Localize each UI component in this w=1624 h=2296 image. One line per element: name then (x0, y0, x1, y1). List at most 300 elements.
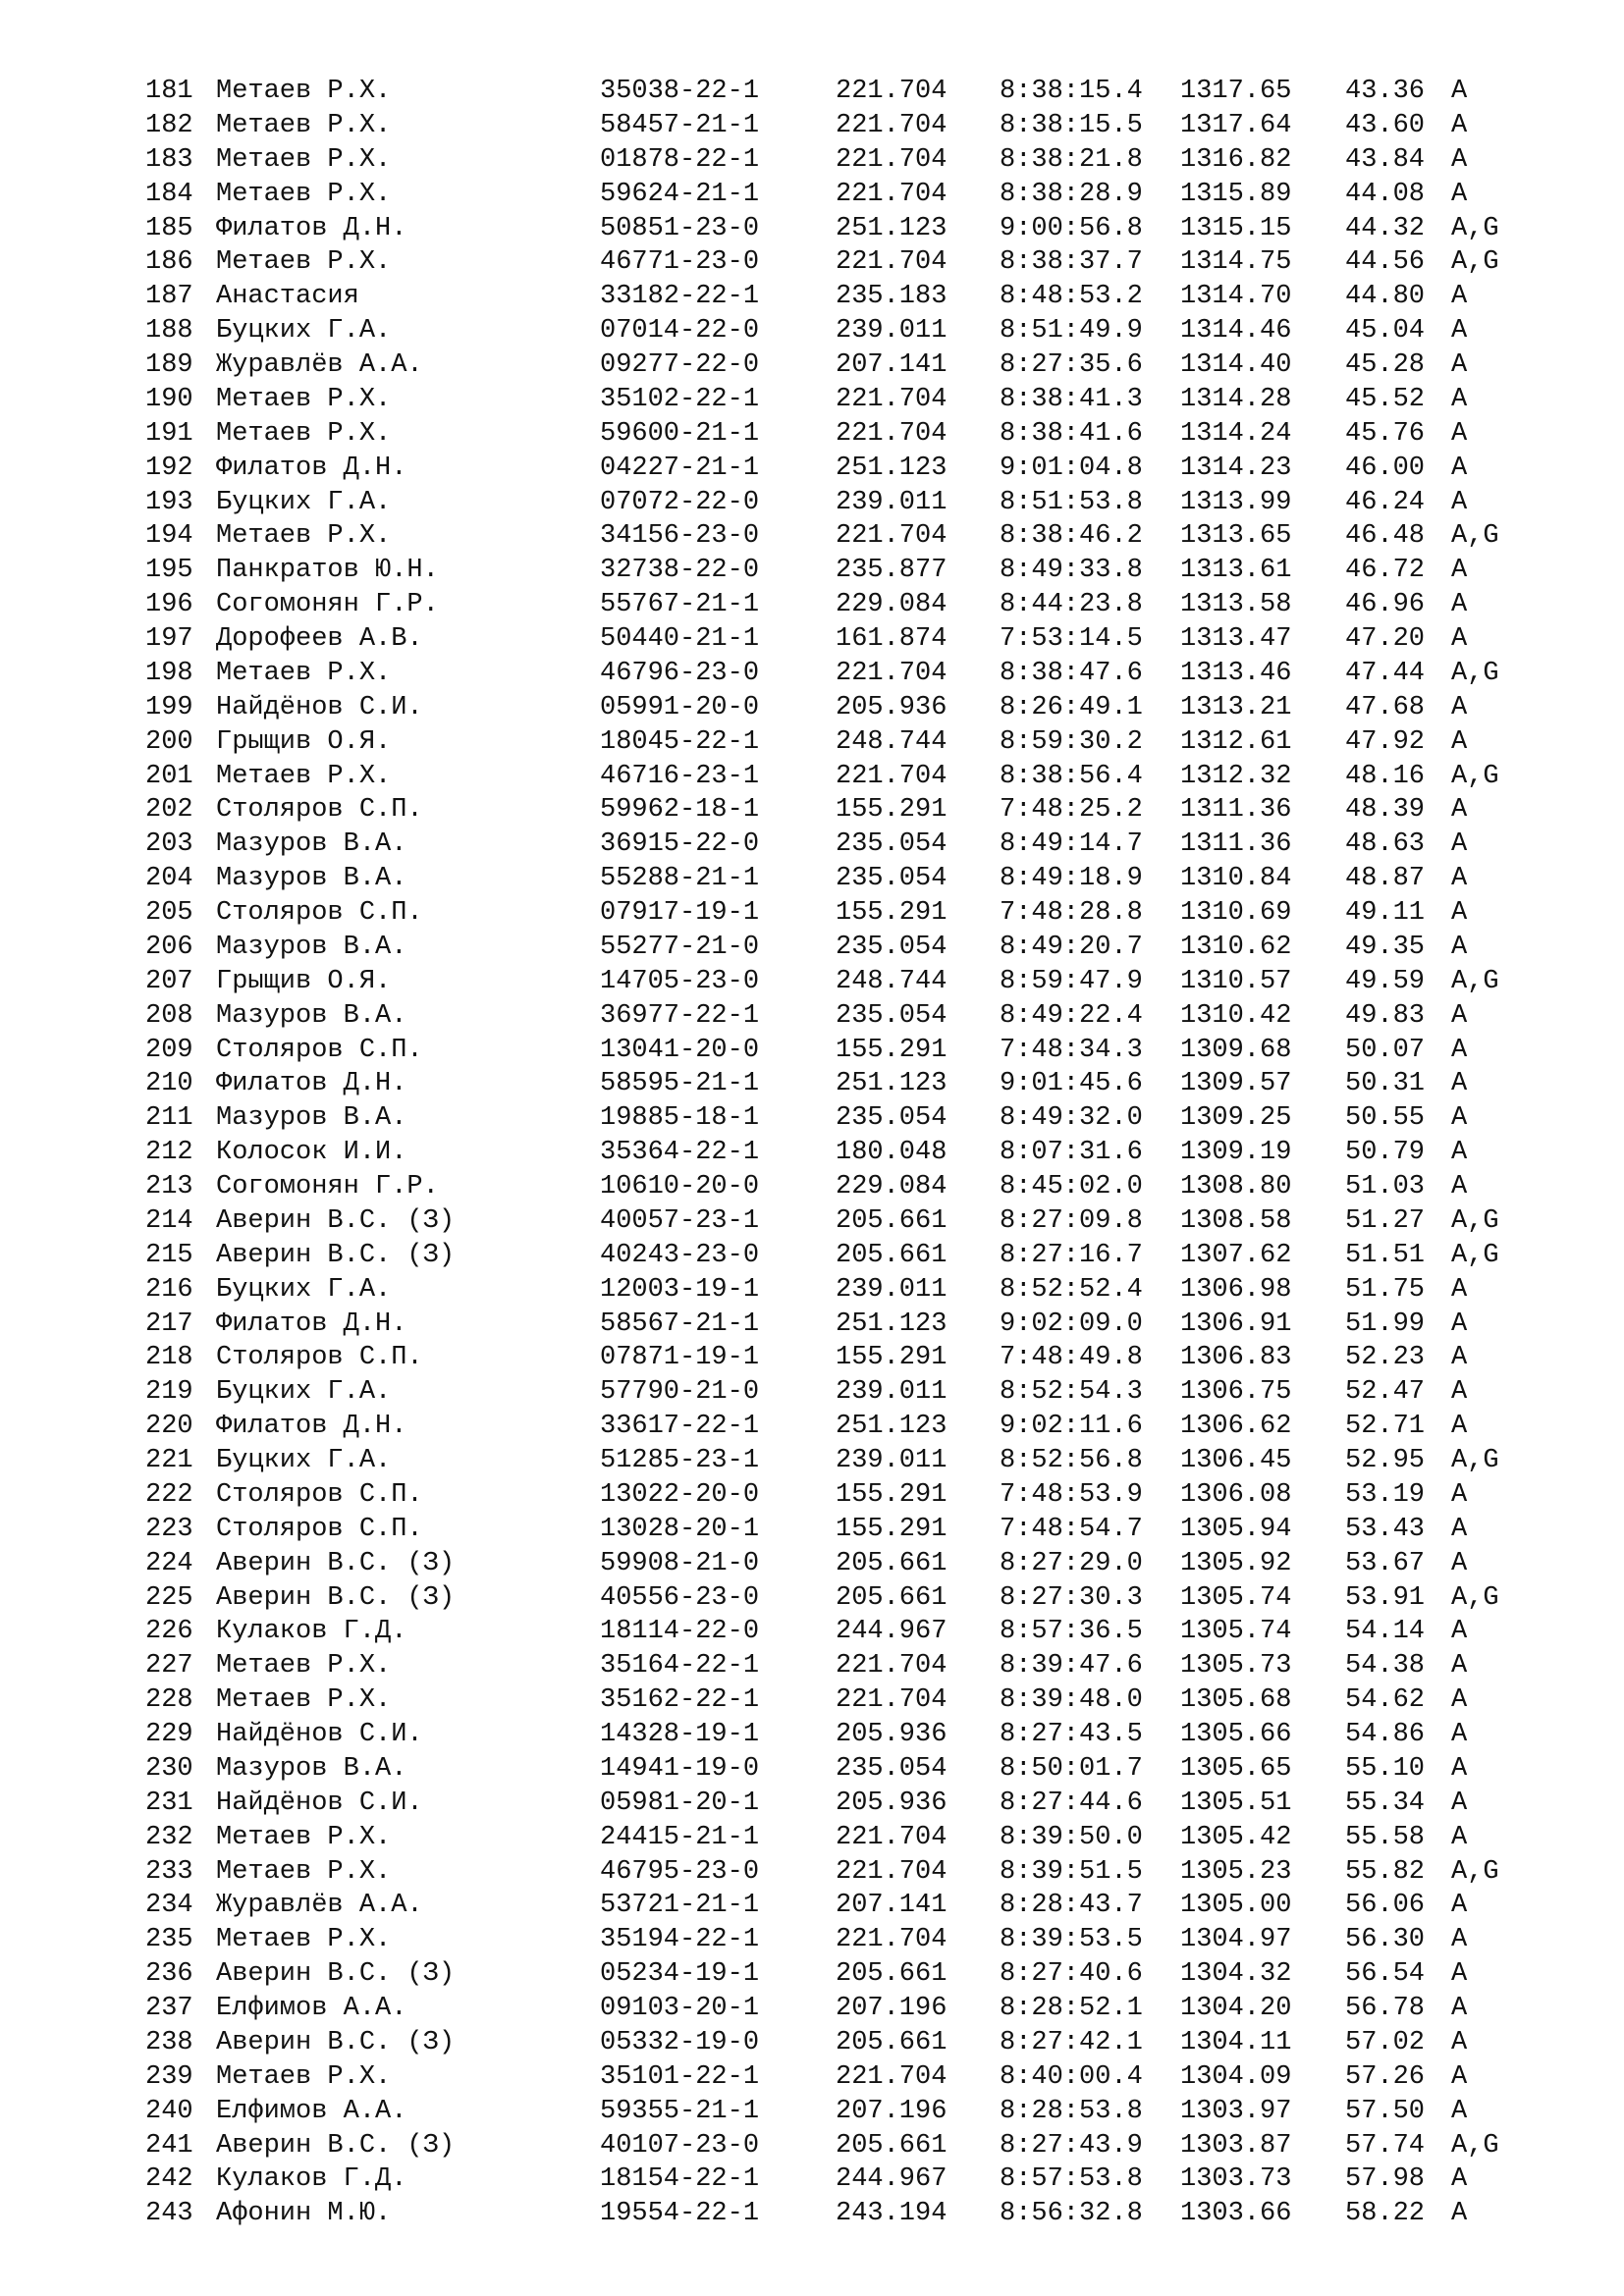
speed-cell: 1313.58 (1180, 590, 1292, 620)
distance-cell: 205.936 (836, 1720, 947, 1749)
table-row (145, 965, 1520, 999)
arrival-time-cell: 8:27:42.1 (1000, 2027, 1143, 2057)
category-flags-cell: A (1451, 556, 1468, 586)
category-flags-cell: A (1451, 726, 1468, 757)
arrival-time-cell: 8:27:16.7 (1000, 1240, 1143, 1270)
fancier-name-cell: Аверин В.С. (З) (216, 1582, 456, 1613)
category-flags-cell: A (1451, 2199, 1468, 2229)
coefficient-cell: 57.26 (1345, 2061, 1426, 2092)
ring-number-cell: 50851-23-0 (600, 213, 760, 243)
distance-cell: 221.704 (836, 1685, 947, 1716)
category-flags-cell: A (1451, 418, 1468, 449)
arrival-time-cell: 8:27:44.6 (1000, 1788, 1143, 1818)
ring-number-cell: 58457-21-1 (600, 110, 760, 140)
arrival-time-cell: 8:49:20.7 (1000, 932, 1143, 962)
arrival-time-cell: 8:56:32.8 (1000, 2199, 1143, 2229)
speed-cell: 1312.61 (1180, 726, 1292, 757)
speed-cell: 1310.57 (1180, 966, 1292, 996)
place-cell: 237 (145, 1994, 193, 2023)
arrival-time-cell: 7:48:28.8 (1000, 898, 1143, 928)
place-cell: 236 (145, 1959, 193, 1990)
place-cell: 205 (145, 898, 193, 928)
table-row (145, 417, 1520, 452)
fancier-name-cell: Метаев Р.Х. (216, 1856, 392, 1887)
coefficient-cell: 55.58 (1345, 1822, 1426, 1852)
coefficient-cell: 47.68 (1345, 692, 1426, 722)
table-row (145, 1718, 1520, 1752)
fancier-name-cell: Буцких Г.А. (216, 316, 392, 347)
ring-number-cell: 35038-22-1 (600, 77, 760, 106)
table-row (145, 1239, 1520, 1273)
fancier-name-cell: Филатов Д.Н. (216, 213, 407, 243)
category-flags-cell: A (1451, 144, 1468, 175)
speed-cell: 1306.75 (1180, 1377, 1292, 1408)
table-row (145, 1341, 1520, 1375)
ring-number-cell: 55277-21-0 (600, 932, 760, 962)
fancier-name-cell: Елфимов А.А. (216, 2096, 407, 2126)
ring-number-cell: 18154-22-1 (600, 2164, 760, 2195)
place-cell: 227 (145, 1651, 193, 1682)
place-cell: 189 (145, 350, 193, 380)
category-flags-cell: A (1451, 316, 1468, 347)
speed-cell: 1308.80 (1180, 1172, 1292, 1201)
coefficient-cell: 44.56 (1345, 247, 1426, 278)
table-row (145, 1136, 1520, 1170)
ring-number-cell: 14705-23-0 (600, 966, 760, 996)
coefficient-cell: 44.32 (1345, 213, 1426, 243)
fancier-name-cell: Найдёнов С.И. (216, 692, 423, 722)
category-flags-cell: A (1451, 692, 1468, 722)
ring-number-cell: 55288-21-1 (600, 864, 760, 894)
distance-cell: 207.196 (836, 1994, 947, 2023)
arrival-time-cell: 8:38:28.9 (1000, 179, 1143, 209)
speed-cell: 1306.83 (1180, 1343, 1292, 1373)
speed-cell: 1310.62 (1180, 932, 1292, 962)
place-cell: 187 (145, 282, 193, 312)
coefficient-cell: 57.02 (1345, 2027, 1426, 2057)
fancier-name-cell: Метаев Р.Х. (216, 1822, 392, 1852)
coefficient-cell: 52.47 (1345, 1377, 1426, 1408)
ring-number-cell: 24415-21-1 (600, 1822, 760, 1852)
category-flags-cell: A (1451, 1479, 1468, 1510)
coefficient-cell: 48.16 (1345, 761, 1426, 791)
distance-cell: 155.291 (836, 1343, 947, 1373)
category-flags-cell: A (1451, 1685, 1468, 1716)
distance-cell: 235.054 (836, 1000, 947, 1031)
category-flags-cell: A (1451, 1891, 1468, 1921)
speed-cell: 1315.89 (1180, 179, 1292, 209)
ring-number-cell: 07917-19-1 (600, 898, 760, 928)
speed-cell: 1311.36 (1180, 795, 1292, 826)
table-row (145, 588, 1520, 622)
arrival-time-cell: 8:40:00.4 (1000, 2061, 1143, 2092)
table-row (145, 1034, 1520, 1068)
place-cell: 240 (145, 2096, 193, 2126)
speed-cell: 1306.45 (1180, 1446, 1292, 1475)
table-row (145, 1170, 1520, 1204)
place-cell: 220 (145, 1412, 193, 1442)
ring-number-cell: 35102-22-1 (600, 384, 760, 414)
place-cell: 230 (145, 1753, 193, 1784)
speed-cell: 1314.40 (1180, 350, 1292, 380)
table-row (145, 383, 1520, 417)
arrival-time-cell: 8:28:52.1 (1000, 1994, 1143, 2023)
arrival-time-cell: 8:59:47.9 (1000, 966, 1143, 996)
coefficient-cell: 48.39 (1345, 795, 1426, 826)
ring-number-cell: 13028-20-1 (600, 1514, 760, 1544)
fancier-name-cell: Журавлёв А.А. (216, 1891, 423, 1921)
table-row (145, 1410, 1520, 1444)
ring-number-cell: 58567-21-1 (600, 1308, 760, 1339)
table-row (145, 75, 1520, 109)
speed-cell: 1303.66 (1180, 2199, 1292, 2229)
category-flags-cell: A (1451, 350, 1468, 380)
ring-number-cell: 09277-22-0 (600, 350, 760, 380)
coefficient-cell: 50.31 (1345, 1069, 1426, 1099)
coefficient-cell: 57.74 (1345, 2130, 1426, 2161)
arrival-time-cell: 8:57:36.5 (1000, 1617, 1143, 1647)
fancier-name-cell: Столяров С.П. (216, 1343, 423, 1373)
place-cell: 196 (145, 590, 193, 620)
table-row (145, 931, 1520, 965)
category-flags-cell: A (1451, 1514, 1468, 1544)
table-row (145, 760, 1520, 794)
distance-cell: 161.874 (836, 624, 947, 654)
category-flags-cell: A (1451, 2096, 1468, 2126)
distance-cell: 239.011 (836, 316, 947, 347)
arrival-time-cell: 8:26:49.1 (1000, 692, 1143, 722)
ring-number-cell: 46795-23-0 (600, 1856, 760, 1887)
coefficient-cell: 50.79 (1345, 1138, 1426, 1168)
fancier-name-cell: Кулаков Г.Д. (216, 2164, 407, 2195)
distance-cell: 205.661 (836, 1240, 947, 1270)
coefficient-cell: 43.84 (1345, 144, 1426, 175)
place-cell: 212 (145, 1138, 193, 1168)
table-row (145, 793, 1520, 828)
table-row (145, 280, 1520, 314)
distance-cell: 205.936 (836, 692, 947, 722)
place-cell: 221 (145, 1446, 193, 1475)
speed-cell: 1316.82 (1180, 144, 1292, 175)
speed-cell: 1314.70 (1180, 282, 1292, 312)
place-cell: 203 (145, 829, 193, 860)
category-flags-cell: A (1451, 795, 1468, 826)
coefficient-cell: 56.30 (1345, 1925, 1426, 1955)
place-cell: 214 (145, 1205, 193, 1236)
coefficient-cell: 46.00 (1345, 453, 1426, 483)
arrival-time-cell: 8:39:48.0 (1000, 1685, 1143, 1716)
place-cell: 190 (145, 384, 193, 414)
table-row (145, 2095, 1520, 2129)
fancier-name-cell: Столяров С.П. (216, 795, 423, 826)
arrival-time-cell: 8:27:30.3 (1000, 1582, 1143, 1613)
table-row (145, 828, 1520, 862)
table-row (145, 1444, 1520, 1478)
distance-cell: 239.011 (836, 1274, 947, 1305)
ring-number-cell: 05234-19-1 (600, 1959, 760, 1990)
place-cell: 191 (145, 418, 193, 449)
place-cell: 217 (145, 1308, 193, 1339)
arrival-time-cell: 7:48:25.2 (1000, 795, 1143, 826)
distance-cell: 180.048 (836, 1138, 947, 1168)
category-flags-cell: A (1451, 1925, 1468, 1955)
fancier-name-cell: Мазуров В.А. (216, 1753, 407, 1784)
place-cell: 199 (145, 692, 193, 722)
speed-cell: 1309.19 (1180, 1138, 1292, 1168)
results-table (145, 75, 1520, 2231)
distance-cell: 251.123 (836, 453, 947, 483)
distance-cell: 248.744 (836, 726, 947, 757)
category-flags-cell: A (1451, 1959, 1468, 1990)
category-flags-cell: A (1451, 2061, 1468, 2092)
ring-number-cell: 13022-20-0 (600, 1479, 760, 1510)
ring-number-cell: 57790-21-0 (600, 1377, 760, 1408)
ring-number-cell: 59624-21-1 (600, 179, 760, 209)
table-row (145, 1821, 1520, 1855)
speed-cell: 1306.91 (1180, 1308, 1292, 1339)
speed-cell: 1313.47 (1180, 624, 1292, 654)
table-row (145, 657, 1520, 691)
category-flags-cell: A (1451, 1788, 1468, 1818)
category-flags-cell: A,G (1451, 658, 1499, 688)
distance-cell: 155.291 (836, 1479, 947, 1510)
speed-cell: 1309.25 (1180, 1103, 1292, 1134)
ring-number-cell: 05981-20-1 (600, 1788, 760, 1818)
ring-number-cell: 19554-22-1 (600, 2199, 760, 2229)
distance-cell: 205.661 (836, 2027, 947, 2057)
arrival-time-cell: 8:27:43.9 (1000, 2130, 1143, 2161)
speed-cell: 1313.46 (1180, 658, 1292, 688)
category-flags-cell: A (1451, 829, 1468, 860)
table-row (145, 519, 1520, 554)
category-flags-cell: A (1451, 1548, 1468, 1578)
table-row (145, 1923, 1520, 1957)
distance-cell: 155.291 (836, 898, 947, 928)
coefficient-cell: 49.59 (1345, 966, 1426, 996)
category-flags-cell: A (1451, 1138, 1468, 1168)
speed-cell: 1317.64 (1180, 110, 1292, 140)
distance-cell: 235.054 (836, 1753, 947, 1784)
distance-cell: 239.011 (836, 487, 947, 517)
coefficient-cell: 47.92 (1345, 726, 1426, 757)
table-row (145, 1581, 1520, 1616)
fancier-name-cell: Мазуров В.А. (216, 829, 407, 860)
arrival-time-cell: 8:50:01.7 (1000, 1753, 1143, 1784)
speed-cell: 1308.58 (1180, 1205, 1292, 1236)
coefficient-cell: 43.36 (1345, 77, 1426, 106)
speed-cell: 1305.65 (1180, 1753, 1292, 1784)
table-row (145, 452, 1520, 486)
coefficient-cell: 50.07 (1345, 1035, 1426, 1065)
ring-number-cell: 18114-22-0 (600, 1617, 760, 1647)
ring-number-cell: 55767-21-1 (600, 590, 760, 620)
ring-number-cell: 19885-18-1 (600, 1103, 760, 1134)
fancier-name-cell: Грыщив О.Я. (216, 966, 392, 996)
ring-number-cell: 59908-21-0 (600, 1548, 760, 1578)
table-row (145, 1513, 1520, 1547)
table-row (145, 862, 1520, 896)
category-flags-cell: A (1451, 1069, 1468, 1099)
coefficient-cell: 58.22 (1345, 2199, 1426, 2229)
coefficient-cell: 46.96 (1345, 590, 1426, 620)
ring-number-cell: 40556-23-0 (600, 1582, 760, 1613)
coefficient-cell: 44.80 (1345, 282, 1426, 312)
category-flags-cell: A,G (1451, 1205, 1499, 1236)
fancier-name-cell: Метаев Р.Х. (216, 521, 392, 552)
table-row (145, 1615, 1520, 1649)
arrival-time-cell: 8:57:53.8 (1000, 2164, 1143, 2195)
ring-number-cell: 33617-22-1 (600, 1412, 760, 1442)
speed-cell: 1314.23 (1180, 453, 1292, 483)
category-flags-cell: A (1451, 590, 1468, 620)
arrival-time-cell: 8:07:31.6 (1000, 1138, 1143, 1168)
coefficient-cell: 57.50 (1345, 2096, 1426, 2126)
speed-cell: 1315.15 (1180, 213, 1292, 243)
ring-number-cell: 40057-23-1 (600, 1205, 760, 1236)
coefficient-cell: 54.38 (1345, 1651, 1426, 1682)
ring-number-cell: 51285-23-1 (600, 1446, 760, 1475)
category-flags-cell: A (1451, 1172, 1468, 1201)
speed-cell: 1305.73 (1180, 1651, 1292, 1682)
fancier-name-cell: Найдёнов С.И. (216, 1720, 423, 1749)
distance-cell: 205.661 (836, 1548, 947, 1578)
place-cell: 225 (145, 1582, 193, 1613)
coefficient-cell: 53.67 (1345, 1548, 1426, 1578)
distance-cell: 221.704 (836, 247, 947, 278)
category-flags-cell: A (1451, 1377, 1468, 1408)
distance-cell: 205.661 (836, 1582, 947, 1613)
speed-cell: 1309.68 (1180, 1035, 1292, 1065)
distance-cell: 205.936 (836, 1788, 947, 1818)
ring-number-cell: 18045-22-1 (600, 726, 760, 757)
place-cell: 206 (145, 932, 193, 962)
ring-number-cell: 12003-19-1 (600, 1274, 760, 1305)
place-cell: 226 (145, 1617, 193, 1647)
category-flags-cell: A (1451, 77, 1468, 106)
fancier-name-cell: Анастасия (216, 282, 359, 312)
fancier-name-cell: Журавлёв А.А. (216, 350, 423, 380)
table-row (145, 1649, 1520, 1683)
speed-cell: 1305.51 (1180, 1788, 1292, 1818)
place-cell: 232 (145, 1822, 193, 1852)
category-flags-cell: A (1451, 1035, 1468, 1065)
fancier-name-cell: Мазуров В.А. (216, 1000, 407, 1031)
coefficient-cell: 52.23 (1345, 1343, 1426, 1373)
fancier-name-cell: Метаев Р.Х. (216, 1651, 392, 1682)
speed-cell: 1305.66 (1180, 1720, 1292, 1749)
arrival-time-cell: 8:51:53.8 (1000, 487, 1143, 517)
category-flags-cell: A (1451, 2164, 1468, 2195)
table-row (145, 1308, 1520, 1342)
arrival-time-cell: 8:49:32.0 (1000, 1103, 1143, 1134)
table-row (145, 1067, 1520, 1101)
ring-number-cell: 36915-22-0 (600, 829, 760, 860)
category-flags-cell: A,G (1451, 2130, 1499, 2161)
category-flags-cell: A (1451, 1651, 1468, 1682)
distance-cell: 235.054 (836, 1103, 947, 1134)
table-row (145, 1101, 1520, 1136)
distance-cell: 205.661 (836, 1959, 947, 1990)
place-cell: 228 (145, 1685, 193, 1716)
ring-number-cell: 10610-20-0 (600, 1172, 760, 1201)
arrival-time-cell: 8:38:47.6 (1000, 658, 1143, 688)
table-row (145, 1889, 1520, 1923)
table-row (145, 999, 1520, 1034)
distance-cell: 235.054 (836, 829, 947, 860)
coefficient-cell: 53.19 (1345, 1479, 1426, 1510)
place-cell: 241 (145, 2130, 193, 2161)
speed-cell: 1309.57 (1180, 1069, 1292, 1099)
coefficient-cell: 46.24 (1345, 487, 1426, 517)
coefficient-cell: 56.54 (1345, 1959, 1426, 1990)
fancier-name-cell: Буцких Г.А. (216, 487, 392, 517)
fancier-name-cell: Дорофеев А.В. (216, 624, 423, 654)
category-flags-cell: A,G (1451, 1446, 1499, 1475)
coefficient-cell: 56.06 (1345, 1891, 1426, 1921)
arrival-time-cell: 9:01:45.6 (1000, 1069, 1143, 1099)
arrival-time-cell: 8:27:29.0 (1000, 1548, 1143, 1578)
place-cell: 229 (145, 1720, 193, 1749)
coefficient-cell: 49.83 (1345, 1000, 1426, 1031)
arrival-time-cell: 9:02:09.0 (1000, 1308, 1143, 1339)
speed-cell: 1304.11 (1180, 2027, 1292, 2057)
fancier-name-cell: Мазуров В.А. (216, 1103, 407, 1134)
arrival-time-cell: 8:45:02.0 (1000, 1172, 1143, 1201)
distance-cell: 251.123 (836, 1308, 947, 1339)
table-row (145, 245, 1520, 280)
arrival-time-cell: 8:38:15.4 (1000, 77, 1143, 106)
category-flags-cell: A,G (1451, 1582, 1499, 1613)
coefficient-cell: 56.78 (1345, 1994, 1426, 2023)
fancier-name-cell: Аверин В.С. (З) (216, 2130, 456, 2161)
distance-cell: 251.123 (836, 1412, 947, 1442)
category-flags-cell: A (1451, 282, 1468, 312)
fancier-name-cell: Метаев Р.Х. (216, 418, 392, 449)
fancier-name-cell: Метаев Р.Х. (216, 761, 392, 791)
fancier-name-cell: Панкратов Ю.Н. (216, 556, 439, 586)
place-cell: 192 (145, 453, 193, 483)
category-flags-cell: A,G (1451, 1240, 1499, 1270)
arrival-time-cell: 8:38:46.2 (1000, 521, 1143, 552)
arrival-time-cell: 7:53:14.5 (1000, 624, 1143, 654)
ring-number-cell: 40243-23-0 (600, 1240, 760, 1270)
fancier-name-cell: Метаев Р.Х. (216, 2061, 392, 2092)
speed-cell: 1306.98 (1180, 1274, 1292, 1305)
distance-cell: 235.054 (836, 932, 947, 962)
ring-number-cell: 05991-20-0 (600, 692, 760, 722)
distance-cell: 221.704 (836, 521, 947, 552)
table-row (145, 2129, 1520, 2163)
table-row (145, 1752, 1520, 1787)
place-cell: 233 (145, 1856, 193, 1887)
arrival-time-cell: 8:39:53.5 (1000, 1925, 1143, 1955)
coefficient-cell: 54.86 (1345, 1720, 1426, 1749)
coefficient-cell: 44.08 (1345, 179, 1426, 209)
fancier-name-cell: Метаев Р.Х. (216, 110, 392, 140)
arrival-time-cell: 8:44:23.8 (1000, 590, 1143, 620)
speed-cell: 1306.62 (1180, 1412, 1292, 1442)
category-flags-cell: A (1451, 624, 1468, 654)
fancier-name-cell: Метаев Р.Х. (216, 1685, 392, 1716)
fancier-name-cell: Колосок И.И. (216, 1138, 407, 1168)
coefficient-cell: 54.62 (1345, 1685, 1426, 1716)
table-row (145, 691, 1520, 725)
arrival-time-cell: 8:39:51.5 (1000, 1856, 1143, 1887)
fancier-name-cell: Согомонян Г.Р. (216, 590, 439, 620)
coefficient-cell: 55.82 (1345, 1856, 1426, 1887)
speed-cell: 1314.46 (1180, 316, 1292, 347)
distance-cell: 207.141 (836, 350, 947, 380)
